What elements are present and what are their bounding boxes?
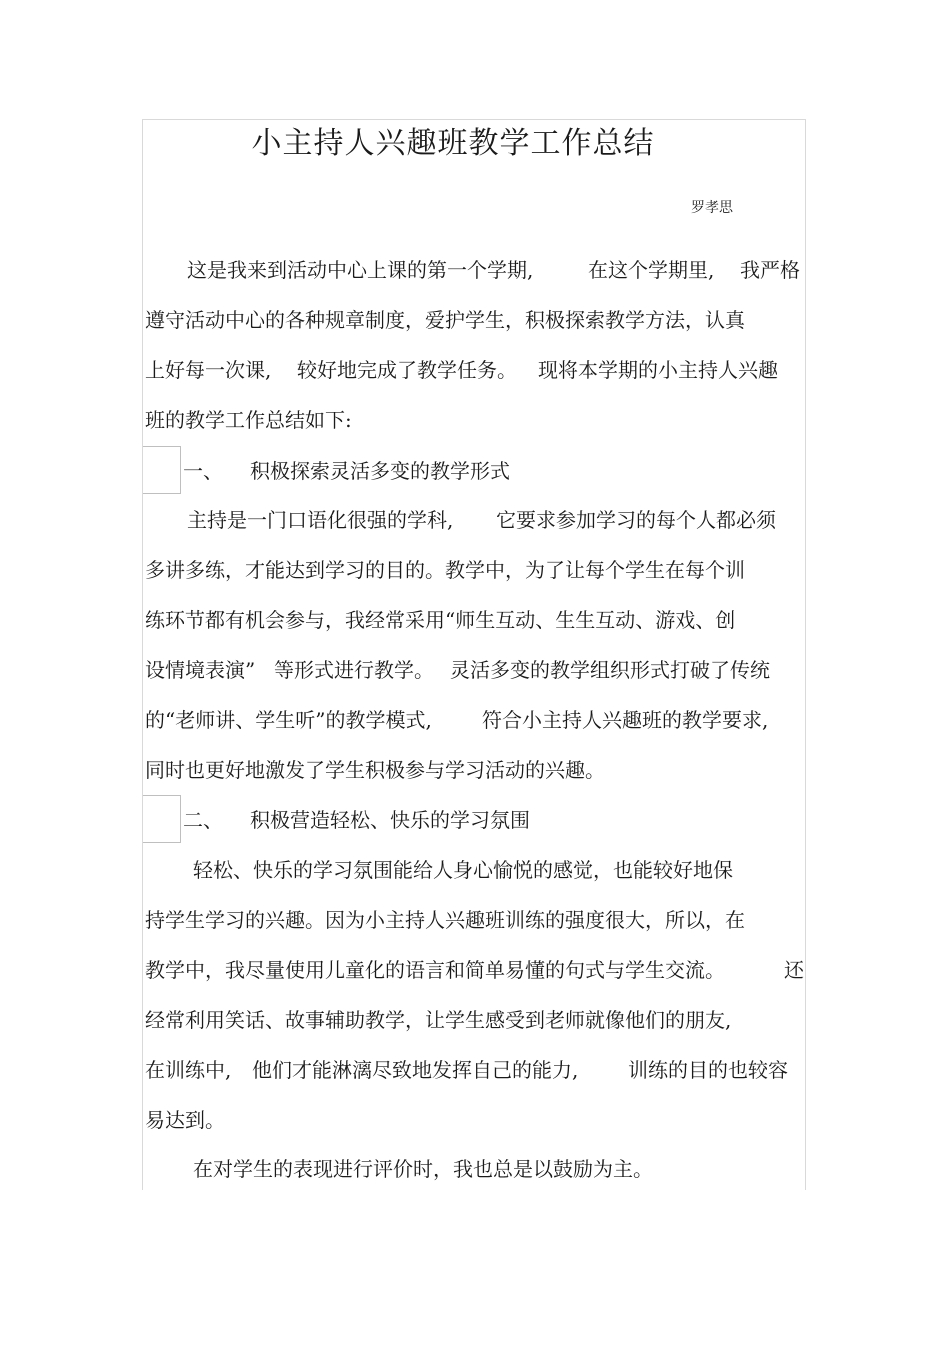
section-2-line-5-part-1: 在训练中,	[145, 1058, 232, 1082]
section-1-line-1-part-2: 它要求参加学习的每个人都必须	[496, 508, 776, 532]
intro-line-1-part-2: 在这个学期里,	[588, 258, 715, 282]
section-1-number: 一、	[183, 459, 223, 483]
section-2-line-5-part-3: 训练的目的也较容	[628, 1058, 788, 1082]
section-2-number: 二、	[183, 808, 223, 832]
intro-line-2: 遵守活动中心的各种规章制度，爱护学生，积极探索教学方法，认真	[145, 308, 745, 332]
document-title: 小主持人兴趣班教学工作总结	[251, 126, 655, 161]
section-1-line-4-part-2: 等形式进行教学。	[274, 658, 434, 682]
document-author: 罗孝思	[691, 200, 733, 216]
section-1-line-3: 练环节都有机会参与，我经常采用“师生互动、生生互动、游戏、创	[145, 608, 736, 632]
section-2-number-box	[143, 795, 181, 843]
section-1-heading: 积极探索灵活多变的教学形式	[250, 459, 510, 483]
intro-line-3-part-2: 较好地完成了教学任务。	[297, 358, 517, 382]
intro-line-3-part-1: 上好每一次课,	[145, 358, 272, 382]
intro-line-4: 班的教学工作总结如下:	[145, 408, 352, 432]
section-1-line-5-part-1: 的“老师讲、学生听”的教学模式,	[145, 708, 432, 732]
section-1-line-4-part-1: 设情境表演”	[145, 658, 256, 682]
section-2-line-2: 持学生学习的兴趣。因为小主持人兴趣班训练的强度很大，所以，在	[145, 908, 745, 932]
section-2-line-3-part-1: 教学中，我尽量使用儿童化的语言和简单易懂的句式与学生交流。	[145, 958, 725, 982]
section-2-line-3-part-2: 还	[784, 958, 804, 982]
section-1-line-2: 多讲多练，才能达到学习的目的。教学中，为了让每个学生在每个训	[145, 558, 745, 582]
section-2-line-6: 易达到。	[145, 1108, 225, 1132]
section-2-line-4: 经常利用笑话、故事辅助教学，让学生感受到老师就像他们的朋友,	[145, 1008, 732, 1032]
section-3-line-1: 在对学生的表现进行评价时，我也总是以鼓励为主。	[193, 1157, 653, 1181]
section-2-line-5-part-2: 他们才能淋漓尽致地发挥自己的能力,	[252, 1058, 579, 1082]
section-1-line-1-part-1: 主持是一门口语化很强的学科,	[187, 508, 454, 532]
intro-line-1-part-3: 我严格	[740, 258, 800, 282]
intro-line-1-part-1: 这是我来到活动中心上课的第一个学期,	[187, 258, 534, 282]
section-2-line-1: 轻松、快乐的学习氛围能给人身心愉悦的感觉，也能较好地保	[193, 858, 733, 882]
section-1-line-6: 同时也更好地激发了学生积极参与学习活动的兴趣。	[145, 758, 605, 782]
section-1-line-5-part-2: 符合小主持人兴趣班的教学要求,	[482, 708, 769, 732]
section-2-heading: 积极营造轻松、快乐的学习氛围	[250, 808, 530, 832]
section-1-number-box	[143, 446, 181, 494]
section-1-line-4-part-3: 灵活多变的教学组织形式打破了传统	[450, 658, 770, 682]
intro-line-3-part-3: 现将本学期的小主持人兴趣	[538, 358, 778, 382]
